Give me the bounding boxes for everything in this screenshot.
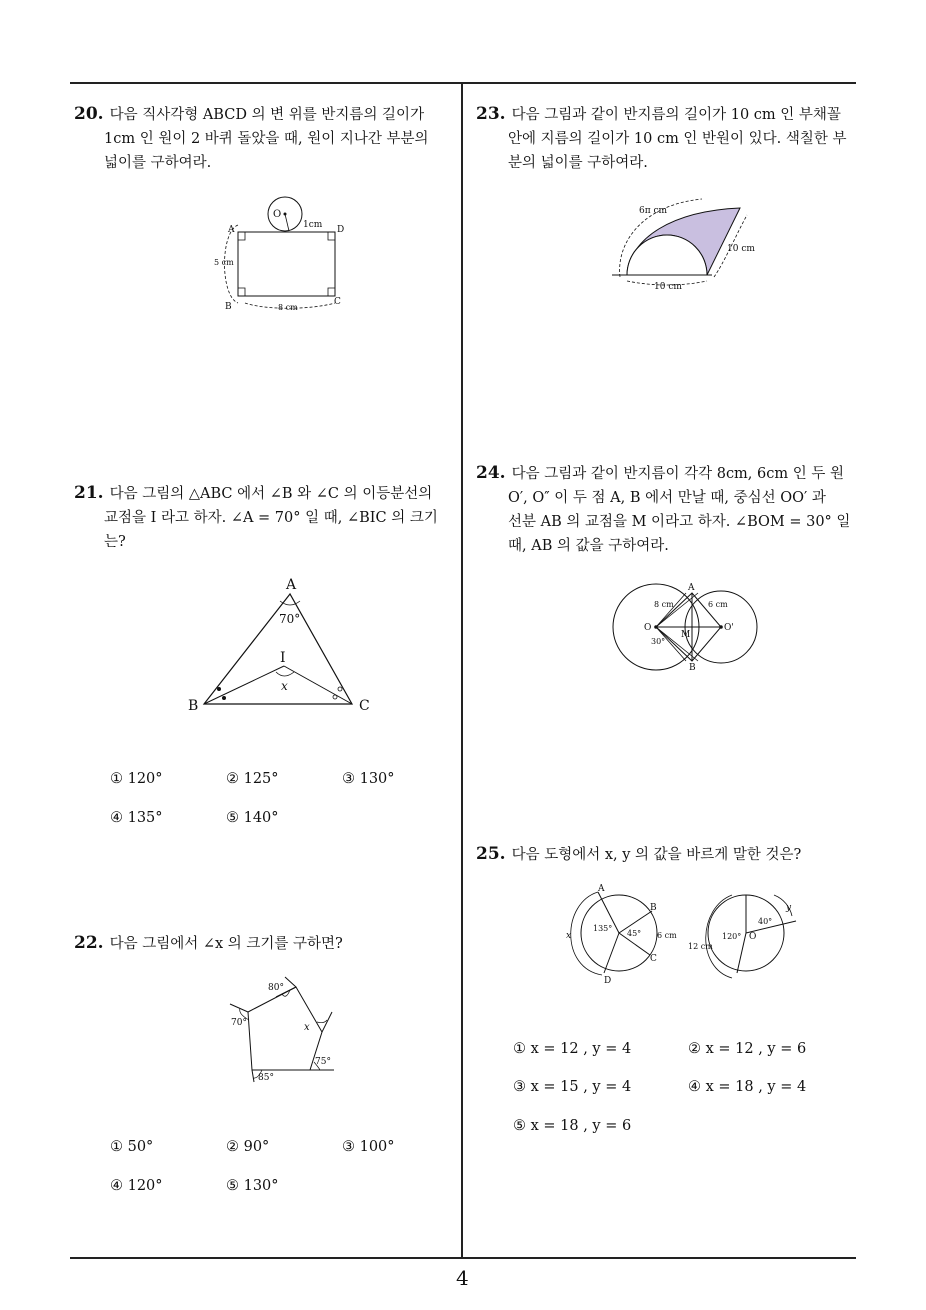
two-circles-figure: [606, 580, 766, 675]
label-85: 85°: [258, 1073, 274, 1083]
question-text: 분의 넓이를 구하여라.: [508, 155, 648, 171]
choice-1[interactable]: ① x = 12 , y = 4: [513, 1041, 632, 1057]
choice-5[interactable]: ⑤ 140°: [226, 810, 279, 826]
question-text: 선분 AB 의 교점을 M 이라고 하자. ∠BOM = 30° 일: [508, 514, 851, 530]
label-angle-70: 70°: [279, 612, 301, 626]
choice-3[interactable]: ③ 100°: [342, 1139, 395, 1155]
label-a: A: [228, 225, 235, 235]
label-o: O: [644, 623, 652, 633]
question-number: 22.: [74, 933, 104, 953]
label-75: 75°: [315, 1057, 331, 1067]
question-text: 다음 그림의 △ABC 에서 ∠B 와 ∠C 의 이등분선의: [109, 486, 433, 502]
rectangle-circle-figure: [205, 192, 355, 317]
choice-4[interactable]: ④ x = 18 , y = 4: [688, 1079, 807, 1095]
label-c: C: [334, 297, 341, 307]
label-d: D: [604, 976, 612, 986]
label-o-prime: O': [724, 623, 734, 633]
label-x: x: [566, 931, 572, 941]
label-6cm: 6 cm: [657, 931, 677, 940]
label-b: B: [689, 663, 696, 673]
triangle-incenter-figure: [182, 574, 382, 714]
label-8cm: 8 cm: [654, 600, 674, 609]
pentagon-figure: [224, 972, 344, 1087]
choice-1[interactable]: ① 50°: [110, 1139, 154, 1155]
question-text: 안에 지름의 길이가 10 cm 인 반원이 있다. 색칠한 부: [508, 131, 847, 147]
question-24: [476, 461, 860, 558]
label-80: 80°: [268, 983, 284, 993]
question-text: 다음 그림에서 ∠x 의 크기를 구하면?: [109, 936, 343, 952]
label-135: 135°: [593, 924, 613, 933]
label-i: I: [280, 650, 286, 666]
choice-1[interactable]: ① 120°: [110, 771, 163, 787]
circle-angles-figure: [562, 883, 802, 988]
question-text: 때, AB 의 값을 구하여라.: [508, 538, 669, 554]
question-text: 다음 직사각형 ABCD 의 변 위를 반지름의 길이가: [109, 107, 425, 123]
label-b: B: [650, 903, 657, 913]
question-25: [476, 842, 860, 867]
label-arc: 6π cm: [639, 206, 668, 216]
choice-5[interactable]: ⑤ x = 18 , y = 6: [513, 1118, 632, 1134]
label-d: D: [337, 225, 345, 235]
choice-2[interactable]: ② 90°: [226, 1139, 270, 1155]
label-radius: 1cm: [303, 220, 323, 230]
question-text: 는?: [104, 534, 126, 550]
label-c: C: [359, 698, 370, 714]
label-y: y: [786, 903, 792, 913]
choice-2[interactable]: ② x = 12 , y = 6: [688, 1041, 807, 1057]
choice-2[interactable]: ② 125°: [226, 771, 279, 787]
question-text: O′, O″ 이 두 점 A, B 에서 만날 때, 중심선 OO′ 과: [508, 490, 826, 506]
column-divider: [461, 82, 463, 1258]
label-6cm: 6 cm: [708, 600, 728, 609]
label-40: 40°: [758, 917, 773, 926]
question-22: [74, 931, 458, 956]
question-20: [74, 102, 458, 175]
label-a: A: [286, 577, 297, 593]
label-m: M: [681, 630, 691, 640]
page-number: 4: [456, 1266, 469, 1290]
choice-4[interactable]: ④ 135°: [110, 810, 163, 826]
choice-3[interactable]: ③ x = 15 , y = 4: [513, 1079, 632, 1095]
top-rule: [70, 82, 856, 84]
label-45: 45°: [627, 929, 642, 938]
question-text: 1cm 인 원이 2 바퀴 돌았을 때, 원이 지나간 부분의: [104, 131, 429, 147]
label-o: O: [273, 209, 282, 220]
question-text: 넓이를 구하여라.: [104, 155, 212, 171]
label-x: x: [281, 679, 288, 693]
question-text: 다음 도형에서 x, y 의 값을 바르게 말한 것은?: [511, 847, 802, 863]
bottom-rule: [70, 1257, 856, 1259]
question-21: [74, 481, 458, 554]
label-x: x: [304, 1022, 310, 1033]
label-height: 5 cm: [214, 258, 234, 267]
label-a: A: [598, 884, 605, 894]
question-number: 25.: [476, 844, 506, 864]
label-30: 30°: [651, 637, 666, 646]
label-b: B: [188, 698, 199, 714]
choice-4[interactable]: ④ 120°: [110, 1178, 163, 1194]
question-text: 다음 그림과 같이 반지름이 각각 8cm, 6cm 인 두 원: [511, 466, 844, 482]
label-120: 120°: [722, 932, 742, 941]
label-b: B: [225, 302, 232, 312]
question-23: [476, 102, 860, 175]
question-number: 21.: [74, 483, 104, 503]
sector-semicircle-figure: [612, 193, 772, 293]
label-a: A: [688, 583, 695, 593]
question-text: 교점을 I 라고 하자. ∠A = 70° 일 때, ∠BIC 의 크기: [104, 510, 438, 526]
label-12cm: 12 cm: [688, 942, 713, 951]
question-number: 24.: [476, 463, 506, 483]
label-width: 8 cm: [278, 303, 298, 312]
choice-5[interactable]: ⑤ 130°: [226, 1178, 279, 1194]
question-number: 20.: [74, 104, 104, 124]
choice-3[interactable]: ③ 130°: [342, 771, 395, 787]
question-number: 23.: [476, 104, 506, 124]
label-c: C: [650, 954, 657, 964]
label-o: O: [749, 932, 757, 942]
label-radius: 10 cm: [727, 244, 755, 254]
question-text: 다음 그림과 같이 반지름의 길이가 10 cm 인 부채꼴: [511, 107, 841, 123]
label-diameter: 10 cm: [654, 282, 682, 292]
label-70: 70°: [231, 1018, 247, 1028]
